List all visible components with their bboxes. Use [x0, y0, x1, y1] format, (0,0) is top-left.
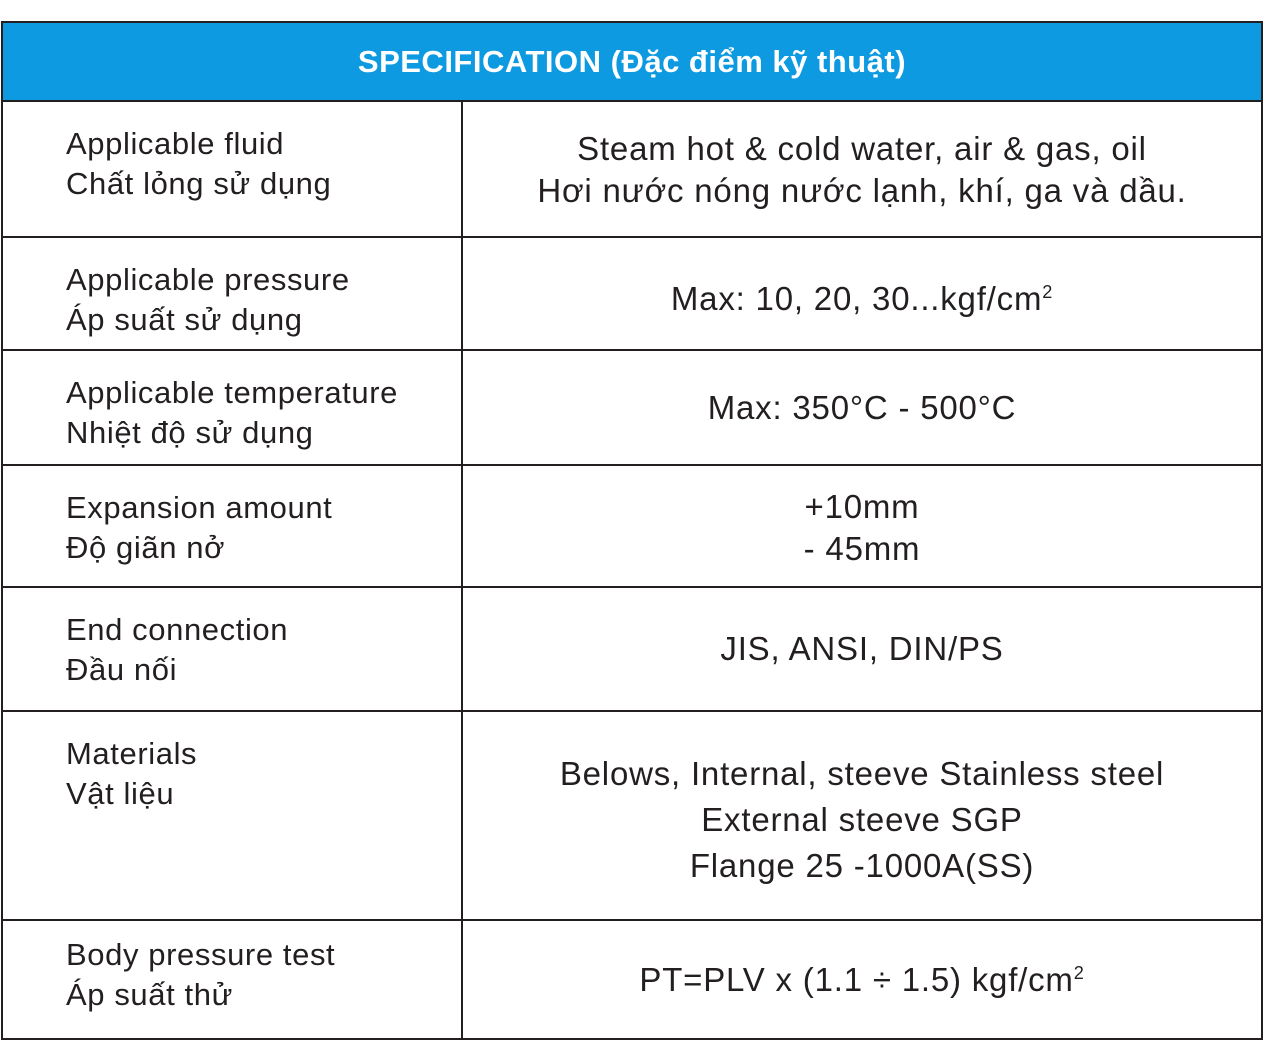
- label-english: Materials: [66, 736, 198, 771]
- value-line: - 45mm: [803, 530, 921, 567]
- label-english: Applicable pressure: [66, 262, 350, 297]
- label-vietnamese: Đầu nối: [66, 652, 178, 687]
- label-english: Expansion amount: [66, 490, 333, 525]
- row-label: [3, 588, 463, 710]
- row-value: [463, 921, 1261, 1038]
- row-label: [3, 238, 463, 349]
- value-line: Hơi nước nóng nước lạnh, khí, ga và dầu.: [537, 172, 1187, 209]
- value-line: Max: 350°C - 500°C: [707, 388, 1017, 426]
- row-label: [3, 921, 463, 1038]
- table-row-end-connection: [3, 588, 1261, 712]
- row-value: [463, 102, 1261, 236]
- value-line: External steeve SGP: [701, 800, 1023, 838]
- value-text: PT=PLV x (1.1 ÷ 1.5) kgf/cm: [639, 960, 1074, 998]
- row-value: [463, 238, 1261, 349]
- label-vietnamese: Áp suất sử dụng: [66, 302, 303, 337]
- row-label: [3, 712, 463, 919]
- value-line: JIS, ANSI, DIN/PS: [720, 630, 1004, 667]
- specification-table: [1, 21, 1263, 1040]
- label-vietnamese: Độ giãn nở: [66, 530, 226, 565]
- table-row-applicable-fluid: [3, 102, 1261, 238]
- value-line: Belows, Internal, steeve Stainless steel: [559, 754, 1165, 792]
- value-superscript: 2: [1073, 962, 1085, 983]
- table-row-materials: [3, 712, 1261, 921]
- table-row-expansion-amount: [3, 466, 1261, 588]
- value-text: Max: 10, 20, 30...kgf/cm: [670, 279, 1043, 317]
- row-label: [3, 351, 463, 464]
- value-line: Steam hot & cold water, air & gas, oil: [577, 130, 1147, 167]
- value-line: Flange 25 -1000A(SS): [689, 846, 1035, 884]
- label-english: Body pressure test: [66, 937, 336, 972]
- label-english: Applicable temperature: [66, 375, 398, 410]
- table-row-applicable-temperature: [3, 351, 1261, 466]
- label-vietnamese: Vật liệu: [66, 776, 175, 811]
- value-line: [639, 959, 1084, 1001]
- table-row-body-pressure-test: [3, 921, 1261, 1038]
- value-superscript: 2: [1042, 281, 1054, 302]
- label-vietnamese: Nhiệt độ sử dụng: [66, 415, 314, 450]
- label-english: Applicable fluid: [66, 126, 285, 161]
- label-english: End connection: [66, 612, 289, 647]
- row-value: [463, 466, 1261, 586]
- row-label: [3, 466, 463, 586]
- row-value: [463, 351, 1261, 464]
- label-vietnamese: Chất lỏng sử dụng: [66, 166, 332, 201]
- row-value: [463, 588, 1261, 710]
- table-header: SPECIFICATION (Đặc điểm kỹ thuật): [3, 23, 1261, 102]
- value-line: [671, 278, 1053, 320]
- label-vietnamese: Áp suất thử: [66, 977, 233, 1012]
- table-row-applicable-pressure: [3, 238, 1261, 351]
- row-value: [463, 712, 1261, 919]
- value-line: +10mm: [804, 488, 920, 525]
- row-label: [3, 102, 463, 236]
